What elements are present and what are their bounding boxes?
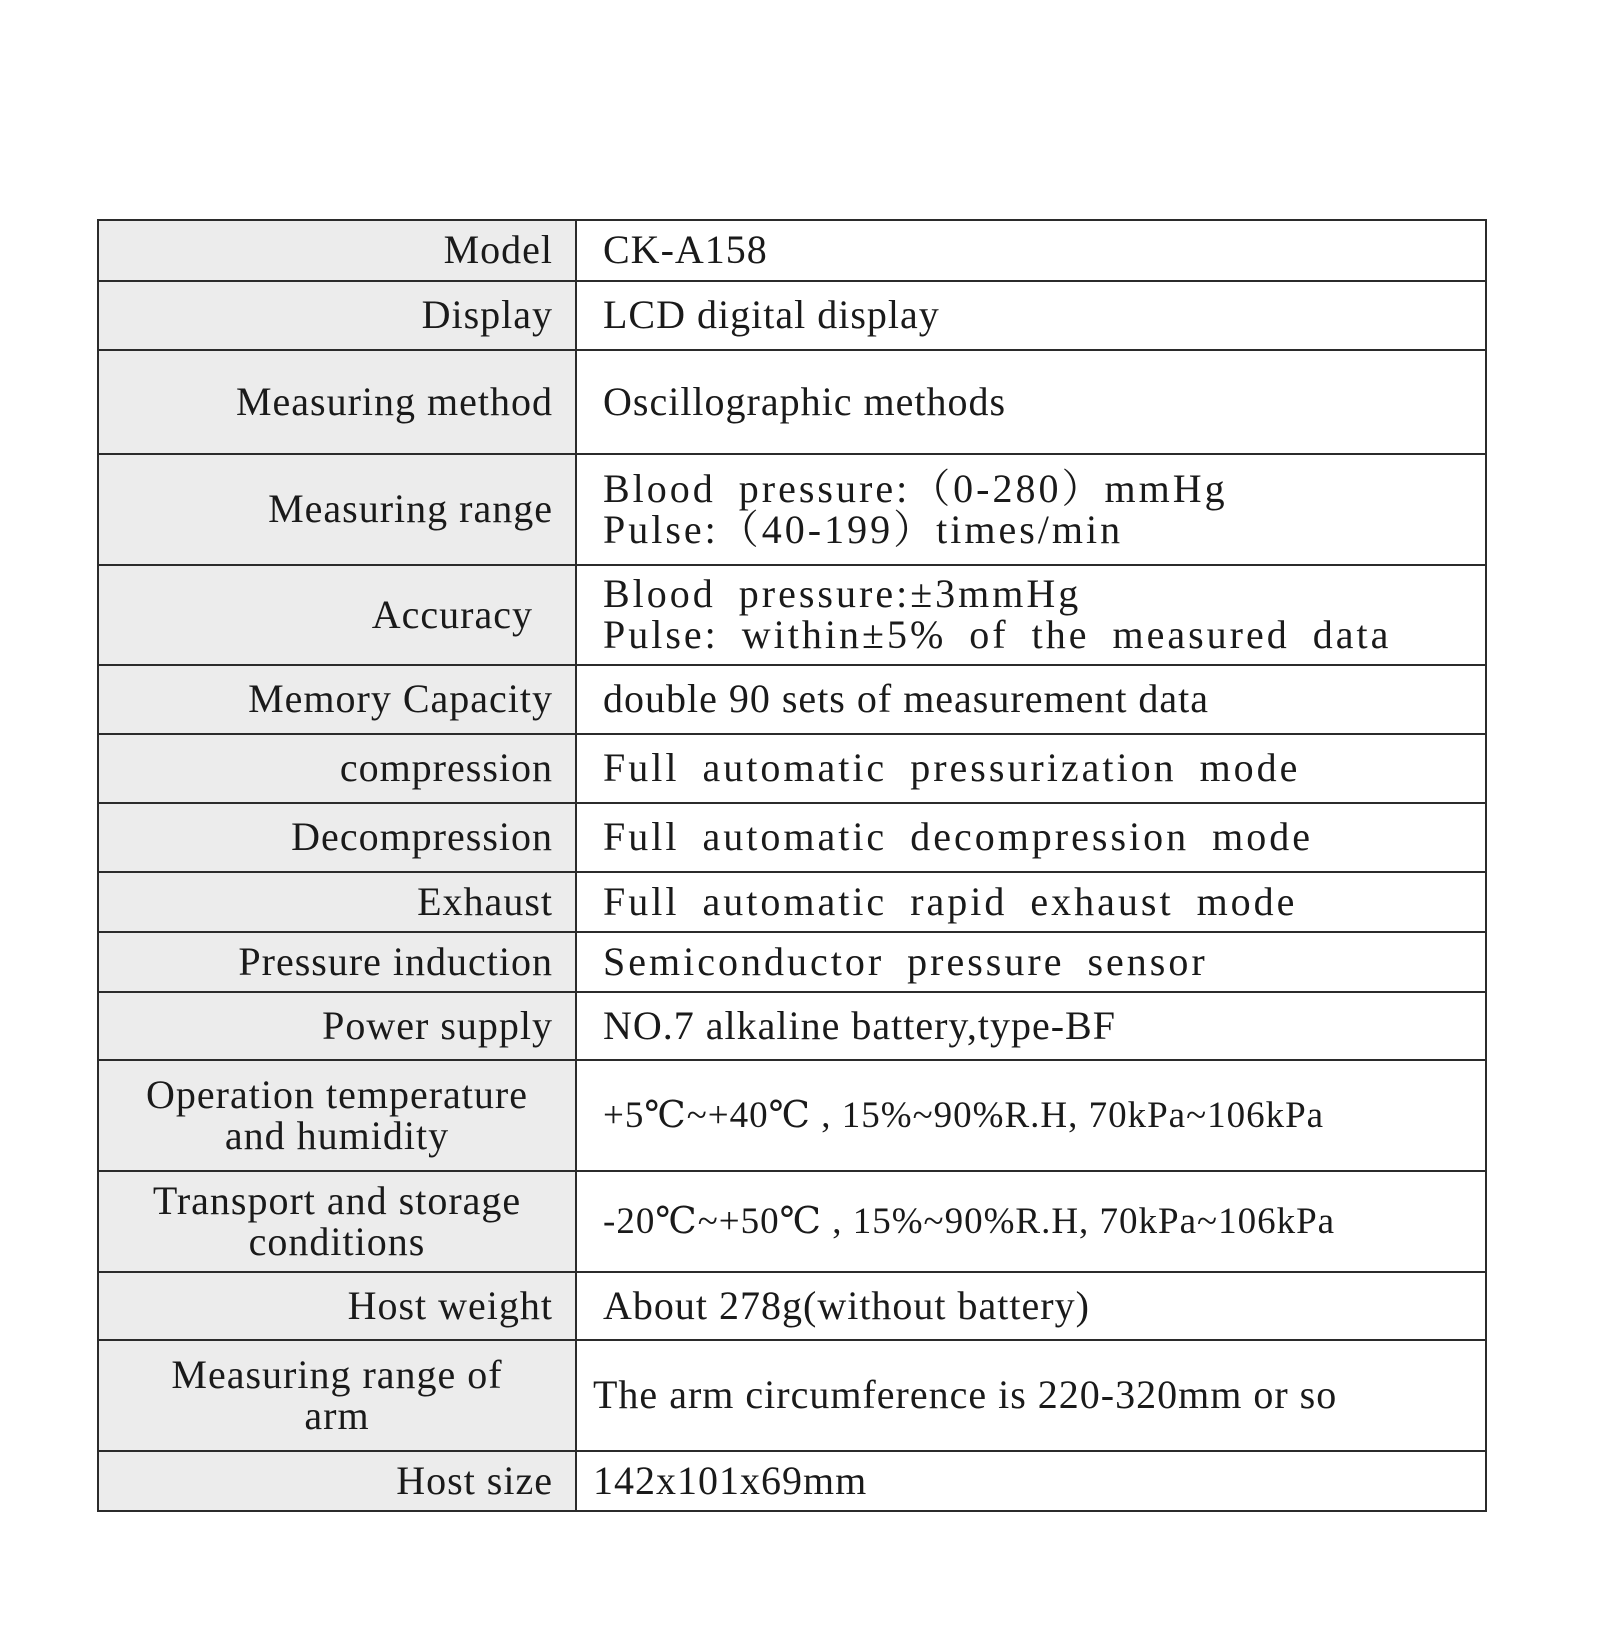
spec-label: Operation temperature and humidity [98, 1060, 576, 1171]
spec-row-power-supply [98, 992, 1486, 1060]
spec-value: double 90 sets of measurement data [576, 665, 1486, 734]
spec-label: Pressure induction [98, 932, 576, 992]
spec-row-accuracy [98, 565, 1486, 665]
spec-label: Memory Capacity [98, 665, 576, 734]
spec-label: compression [98, 734, 576, 803]
spec-row-decompression [98, 803, 1486, 872]
spec-row-pressure-induction [98, 932, 1486, 992]
spec-row-transport-storage [98, 1171, 1486, 1272]
spec-value: Oscillographic methods [576, 350, 1486, 454]
spec-row-display [98, 281, 1486, 350]
spec-label: Host size [98, 1451, 576, 1511]
spec-value: +5℃~+40℃ , 15%~90%R.H, 70kPa~106kPa [576, 1060, 1486, 1171]
spec-label: Host weight [98, 1272, 576, 1340]
spec-value: Full automatic rapid exhaust mode [576, 872, 1486, 932]
spec-label: Decompression [98, 803, 576, 872]
spec-value: NO.7 alkaline battery,type-BF [576, 992, 1486, 1060]
spec-row-arm-range [98, 1340, 1486, 1451]
spec-row-exhaust [98, 872, 1486, 932]
spec-value: 142x101x69mm [576, 1451, 1486, 1511]
spec-row-memory-capacity [98, 665, 1486, 734]
spec-row-measuring-range [98, 454, 1486, 565]
spec-row-host-weight [98, 1272, 1486, 1340]
spec-row-compression [98, 734, 1486, 803]
spec-label: Measuring range of arm [98, 1340, 576, 1451]
spec-value: Semiconductor pressure sensor [576, 932, 1486, 992]
spec-label: Model [98, 220, 576, 281]
spec-label: Accuracy [98, 565, 576, 665]
spec-row-measuring-method [98, 350, 1486, 454]
specification-table [97, 219, 1487, 1512]
spec-value: CK-A158 [576, 220, 1486, 281]
spec-label: Power supply [98, 992, 576, 1060]
spec-value: Blood pressure:（0-280）mmHg Pulse:（40-199）times/min [576, 454, 1486, 565]
spec-label: Display [98, 281, 576, 350]
spec-value: LCD digital display [576, 281, 1486, 350]
spec-value: Full automatic pressurization mode [576, 734, 1486, 803]
spec-value: -20℃~+50℃ , 15%~90%R.H, 70kPa~106kPa [576, 1171, 1486, 1272]
spec-row-host-size [98, 1451, 1486, 1511]
spec-label: Transport and storage conditions [98, 1171, 576, 1272]
spec-value: The arm circumference is 220-320mm or so [576, 1340, 1486, 1451]
spec-value: Blood pressure:±3mmHg Pulse: within±5% of the measured data [576, 565, 1486, 665]
spec-label: Measuring method [98, 350, 576, 454]
spec-value: About 278g(without battery) [576, 1272, 1486, 1340]
spec-label: Measuring range [98, 454, 576, 565]
spec-row-model [98, 220, 1486, 281]
spec-value: Full automatic decompression mode [576, 803, 1486, 872]
spec-row-operation-temperature [98, 1060, 1486, 1171]
spec-label: Exhaust [98, 872, 576, 932]
